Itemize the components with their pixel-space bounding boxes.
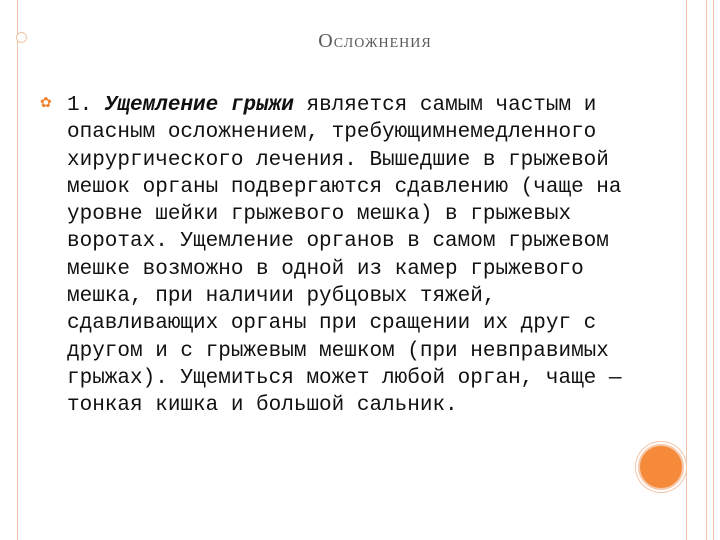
slide-body-paragraph xyxy=(67,92,637,420)
slide-frame-right-line xyxy=(686,0,687,540)
decorative-circle xyxy=(638,444,684,490)
item-number: 1. xyxy=(67,94,93,117)
emphasis-term: Ущемление грыжи xyxy=(104,94,294,117)
slide-frame-left-line xyxy=(17,0,18,540)
slide-title: Осложнения xyxy=(318,30,432,52)
slide-frame-right-line xyxy=(706,0,707,540)
paragraph-text: является самым частым и опасным осложнением, требующимнемедленного хирургического лечения. Вышедшие в грыжевой мешок органы подвергаются сдавлению (чаще на уровне шейки грыжевого мешка) в грыжевых воротах. Ущемление органов в самом грыжевом мешке возможно в одной из камер грыжевого мешка, при наличии рубцовых тяжей, сдавливающих органы при сращении их друг с другом и с грыжевым мешком (при невправимых грыжах). Ущемиться может любой орган, чаще — тонкая кишка и большой сальник. xyxy=(67,94,622,418)
gear-icon: ✿ xyxy=(40,95,52,111)
slide-frame-right-line xyxy=(713,0,714,540)
